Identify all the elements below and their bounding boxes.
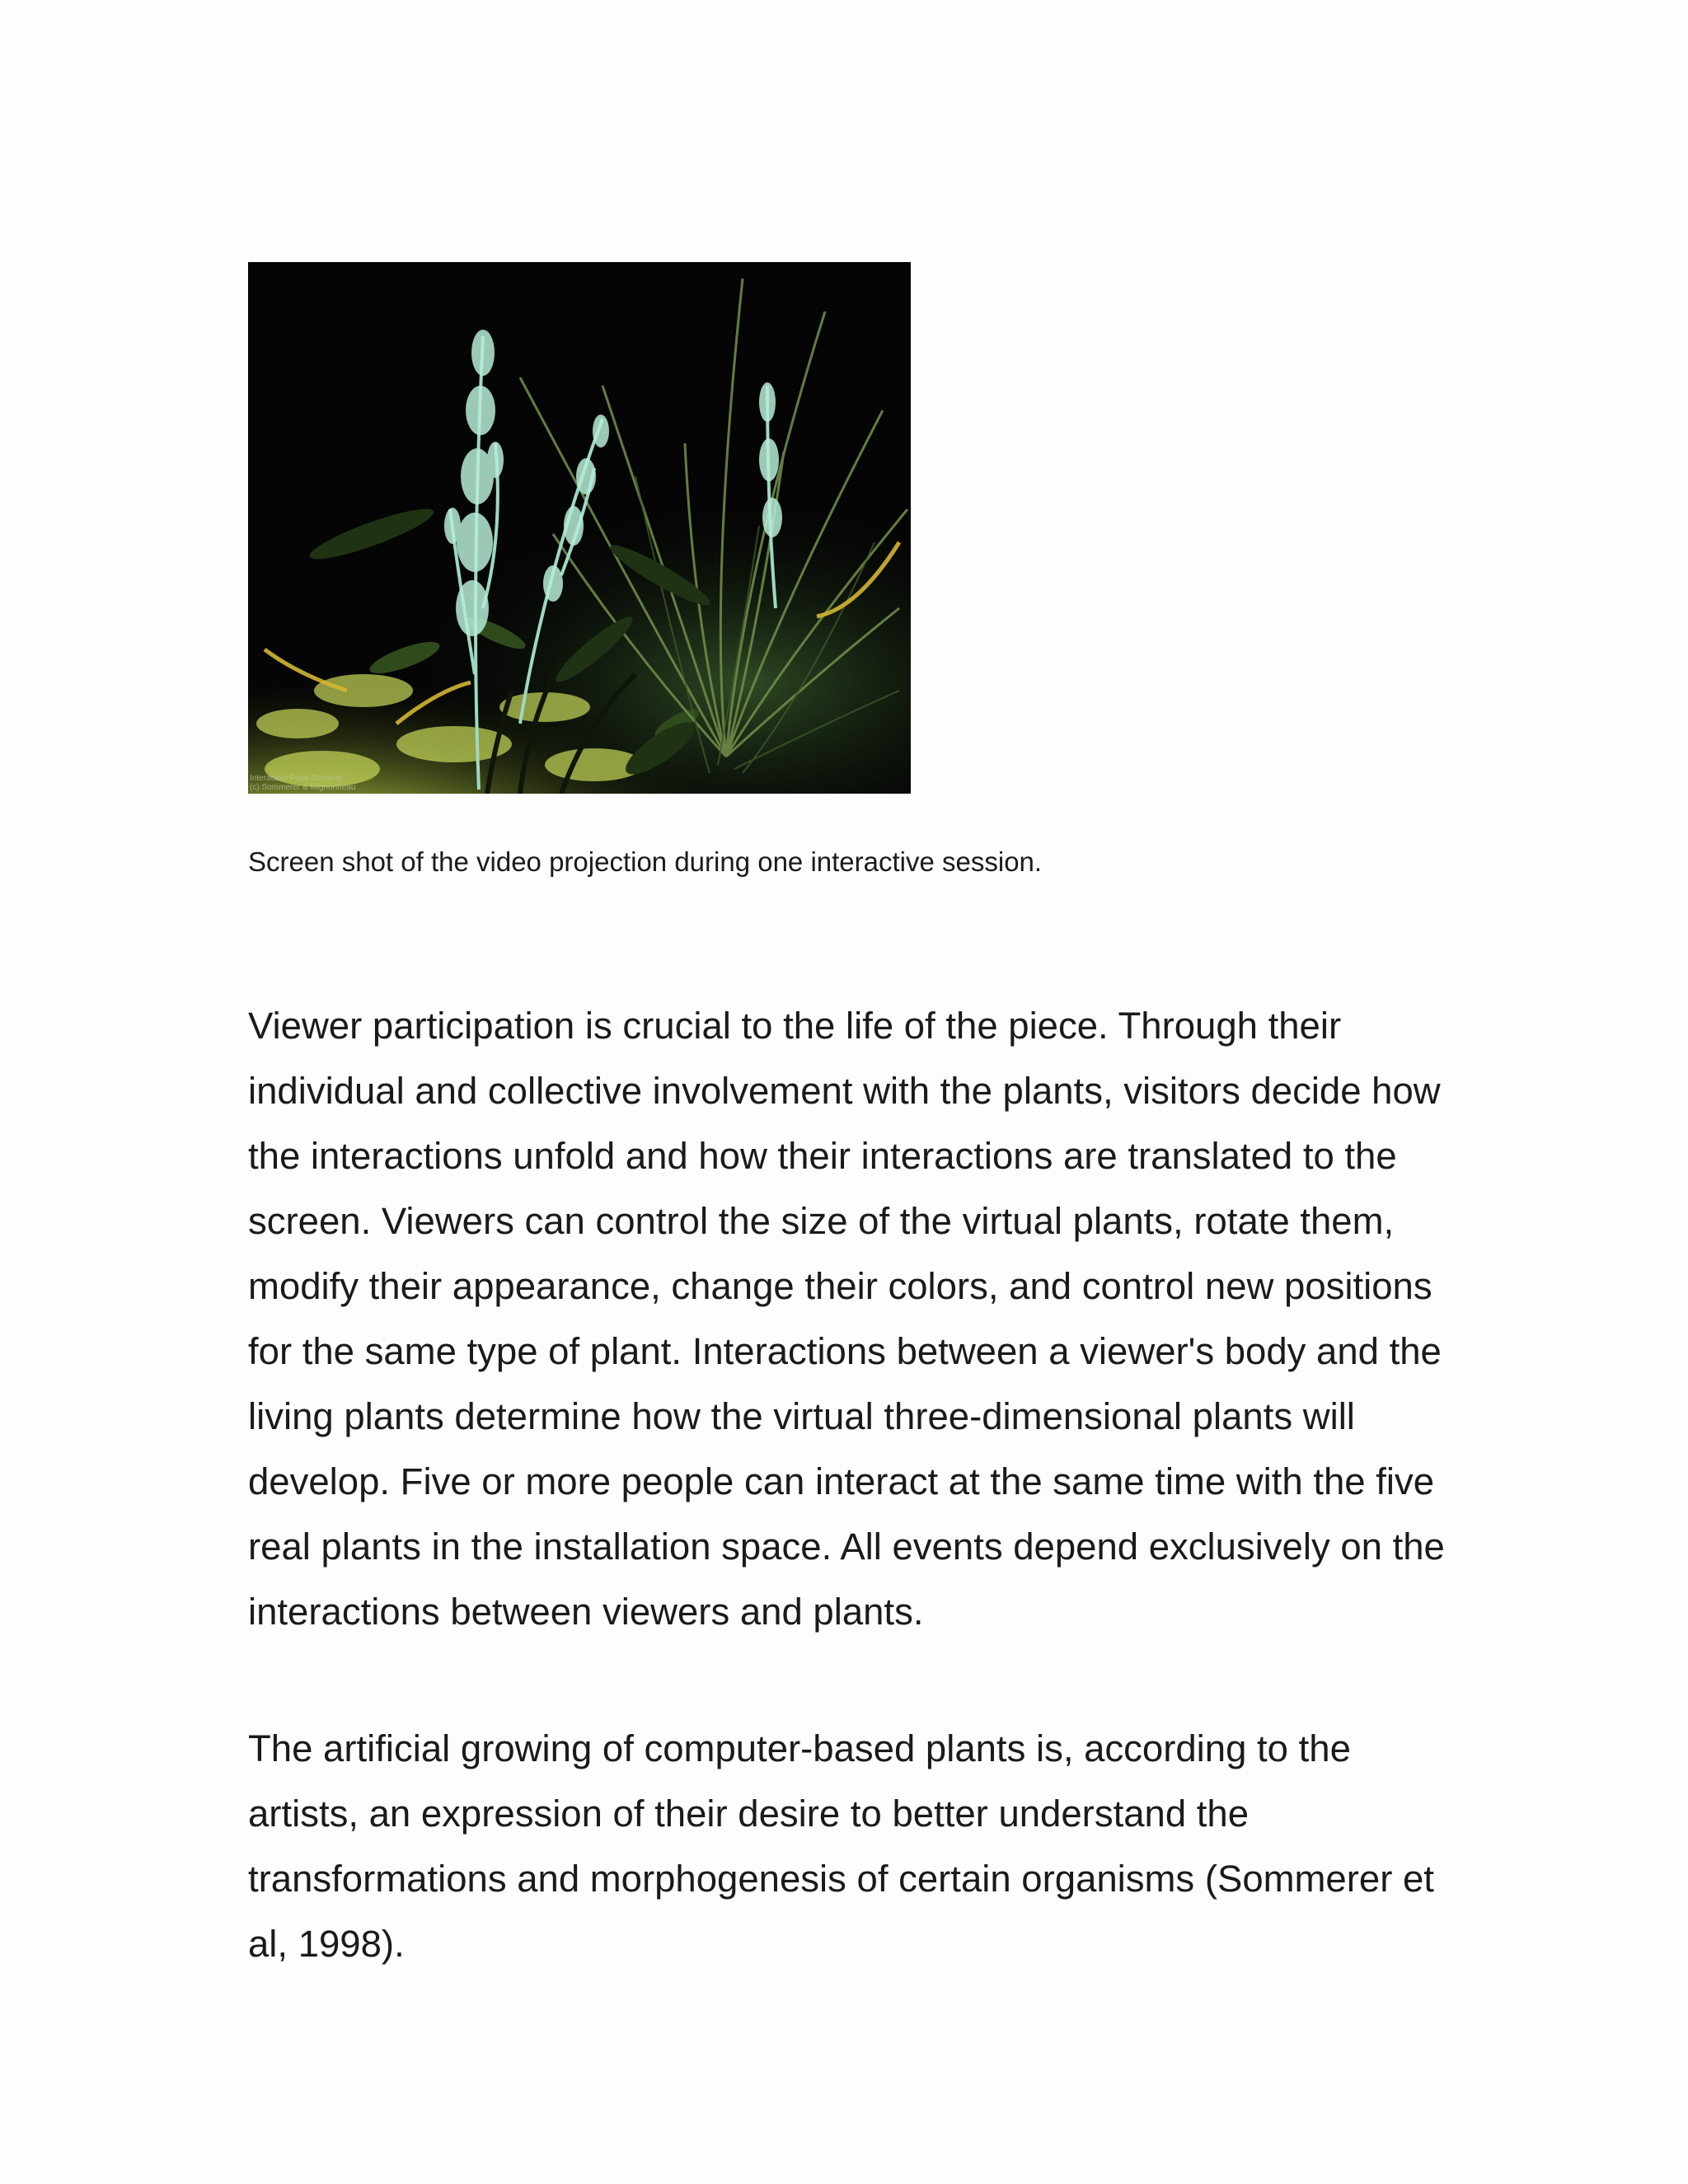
image-credit-line-1: Interactive Plant Growing: [250, 774, 342, 783]
plant-projection-image: [248, 262, 911, 794]
paragraph-line: al, 1998).: [248, 1923, 405, 1965]
plant-illustration: [248, 262, 911, 794]
body-paragraph-2: [248, 1716, 1460, 1976]
paragraph-line: individual and collective involvement with the plants, visitors decide how: [248, 1070, 1441, 1112]
paragraph-line: The artificial growing of computer-based plants is, according to the: [248, 1727, 1351, 1769]
image-caption: Screen shot of the video projection during one interactive session.: [248, 846, 1043, 877]
image-credit: [250, 774, 355, 792]
paragraph-line: artists, an expression of their desire to better understand the: [248, 1793, 1250, 1835]
paragraph-line: screen. Viewers can control the size of the virtual plants, rotate them,: [248, 1200, 1395, 1242]
paragraph-line: Viewer participation is crucial to the life of the piece. Through their: [248, 1005, 1342, 1047]
paragraph-line: transformations and morphogenesis of certain organisms (Sommerer et: [248, 1858, 1434, 1900]
paragraph-line: for the same type of plant. Interactions between a viewer's body and the: [248, 1330, 1442, 1372]
paragraph-line: living plants determine how the virtual three-dimensional plants will: [248, 1395, 1355, 1437]
paragraph-line: develop. Five or more people can interact at the same time with the five: [248, 1460, 1435, 1502]
paragraph-line: the interactions unfold and how their interactions are translated to the: [248, 1135, 1397, 1177]
paragraph-line: interactions between viewers and plants.: [248, 1591, 924, 1633]
paragraph-line: real plants in the installation space. All events depend exclusively on the: [248, 1526, 1445, 1568]
body-paragraph-1: [248, 993, 1460, 1644]
paragraph-line: modify their appearance, change their colors, and control new positions: [248, 1265, 1432, 1307]
image-credit-line-2: (c) Sommerer & Mignonneau: [250, 783, 356, 792]
